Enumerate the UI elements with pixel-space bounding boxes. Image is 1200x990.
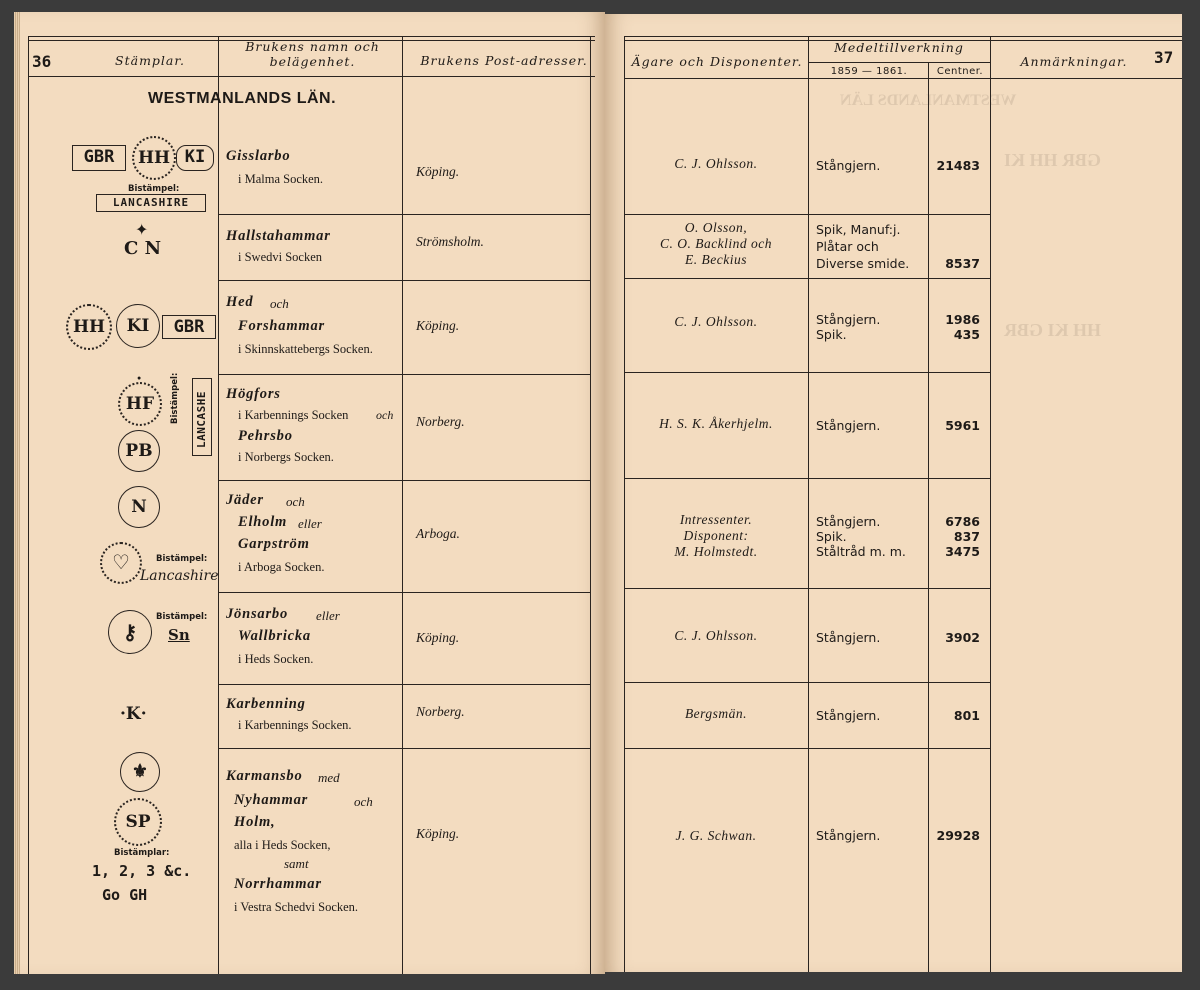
heart-icon: ♡ <box>100 542 142 584</box>
county-heading: WESTMANLANDS LÄN. <box>148 90 337 107</box>
works-name: Wallbricka <box>238 628 311 644</box>
owner: C. J. Ohlsson. <box>674 156 758 171</box>
row-rule <box>218 214 590 215</box>
header-bottom-rule <box>28 76 595 77</box>
product: Stångjern. <box>816 828 881 843</box>
amount: 5961 <box>945 418 980 433</box>
parish-conjunction: och <box>376 408 394 422</box>
header-centner: Centner. <box>936 66 984 77</box>
header-production: Medeltillverkning <box>834 40 964 55</box>
parish-conjunction: samt <box>284 856 309 871</box>
post-address: Arboga. <box>416 526 460 541</box>
column-rule <box>402 36 403 974</box>
parish: i Swedvi Socken <box>238 250 323 264</box>
post-address: Köping. <box>416 826 460 841</box>
row-rule <box>218 592 590 593</box>
column-rule <box>590 36 591 974</box>
row-rule <box>218 480 590 481</box>
column-rule <box>808 36 809 972</box>
amount: 21483 <box>936 158 980 173</box>
page-number: 36 <box>32 52 52 71</box>
right-page <box>604 14 1182 972</box>
post-address: Norberg. <box>416 704 465 719</box>
post-address: Norberg. <box>416 414 465 429</box>
header-remarks: Anmärkningar. <box>1020 54 1128 69</box>
bistampel-sn: Sn <box>168 626 190 644</box>
bistampel-label: Bistämpel: <box>156 612 208 622</box>
owner: C. J. Ohlsson. <box>674 314 758 329</box>
stamp-n: N <box>118 486 160 528</box>
show-through: HH KI GBR <box>1004 320 1102 340</box>
row-rule <box>624 214 990 215</box>
amount: 3902 <box>945 630 980 645</box>
header-owners: Ägare och Disponenter. <box>631 54 803 69</box>
parish: i Heds Socken. <box>238 652 314 666</box>
header-years: 1859 — 1861. <box>830 66 908 77</box>
row-rule <box>218 748 590 749</box>
works-name: Pehrsbo <box>238 428 293 444</box>
amount: 837 <box>953 529 980 544</box>
works-conjunction: eller <box>316 608 340 623</box>
owner: Disponent: <box>683 528 749 543</box>
bistampel-label: Bistämpel: <box>128 184 180 194</box>
stamp-hf: HF <box>118 382 162 426</box>
owner: H. S. K. Åkerhjelm. <box>659 416 773 431</box>
works-name: Elholm <box>238 514 288 530</box>
row-rule <box>624 278 990 279</box>
bistamplar-numbers: 1, 2, 3 &c. <box>92 862 192 880</box>
header-works-name: Brukens namn och belägenhet. <box>245 39 380 69</box>
left-page <box>20 12 605 974</box>
product: Stångjern. <box>816 630 881 645</box>
post-address: Köping. <box>416 630 460 645</box>
row-rule <box>218 280 590 281</box>
eagle-icon: ⚜ <box>120 752 160 792</box>
product: Ståltråd m. m. <box>816 544 906 559</box>
column-rule <box>28 36 29 974</box>
bistamplar-label: Bistämplar: <box>114 848 170 858</box>
works-name: Hallstahammar <box>226 228 331 244</box>
product: Spik. <box>816 327 847 342</box>
owner: M. Holmstedt. <box>674 544 758 559</box>
bistampel-label: Bistämpel: <box>156 554 208 564</box>
owner: C. J. Ohlsson. <box>674 628 758 643</box>
stamp-pb: PB <box>118 430 160 472</box>
row-rule <box>624 682 990 683</box>
works-name: Jönsarbo <box>226 606 288 622</box>
owner: J. G. Schwan. <box>675 828 757 843</box>
parish: i Vestra Schedvi Socken. <box>234 900 359 914</box>
works-conjunction: och <box>270 296 289 311</box>
product: Stångjern. <box>816 418 881 433</box>
parish: i Arboga Socken. <box>238 560 325 574</box>
parish: i Karbennings Socken <box>238 408 349 422</box>
header-stamps: Stämplar. <box>115 53 185 68</box>
works-name: Jäder <box>226 492 264 508</box>
bistamplar-letters: Go GH <box>102 886 148 904</box>
row-rule <box>624 372 990 373</box>
header-bottom-rule <box>624 78 1182 79</box>
bistampel-lancashe: LANCASHE <box>195 391 208 448</box>
works-name: Högfors <box>226 386 281 402</box>
works-name: Holm, <box>234 814 276 830</box>
stamp-ki: KI <box>116 304 160 348</box>
parish: i Malma Socken. <box>238 172 324 186</box>
stamp-k: ·K· <box>120 704 147 724</box>
crown-dot-icon: ● <box>137 374 142 382</box>
bistampel-label: Bistämpel: <box>170 372 180 424</box>
owner: C. O. Backlind och <box>659 236 773 251</box>
product: Stångjern. <box>816 514 881 529</box>
owner: Bergsmän. <box>684 706 748 721</box>
post-address: Köping. <box>416 164 460 179</box>
amount: 3475 <box>945 544 980 559</box>
owner: E. Beckius <box>685 252 747 267</box>
stamp-sp: SP <box>114 798 162 846</box>
column-rule <box>624 36 625 972</box>
works-name: Norrhammar <box>234 876 322 892</box>
works-name: Garpström <box>238 536 310 552</box>
amount: 435 <box>953 327 980 342</box>
works-conjunction: och <box>354 794 373 809</box>
post-address: Strömsholm. <box>416 234 484 249</box>
product: Plåtar och <box>816 239 879 254</box>
product: Spik. <box>816 529 847 544</box>
stamp-cn: C N <box>124 238 162 259</box>
column-rule <box>990 36 991 972</box>
parish: i Karbennings Socken. <box>238 718 352 732</box>
bistampel-lancashire: Lancashire <box>140 568 219 584</box>
show-through: WESTMANLANDS LÄN <box>840 92 1017 109</box>
works-name: Gisslarbo <box>226 148 291 164</box>
row-rule <box>624 748 990 749</box>
row-rule <box>624 478 990 479</box>
product: Stångjern. <box>816 312 881 327</box>
works-name: Karmansbo <box>226 768 303 784</box>
owner: O. Olsson, <box>684 220 748 235</box>
owner: Intressenter. <box>679 512 753 527</box>
amount: 8537 <box>945 256 980 271</box>
show-through: GBR HH KI <box>1004 150 1102 170</box>
works-conjunction: eller <box>298 516 322 531</box>
parish: i Norbergs Socken. <box>238 450 334 464</box>
row-rule <box>624 588 990 589</box>
amount: 29928 <box>936 828 980 843</box>
works-conjunction: och <box>286 494 305 509</box>
works-name: Nyhammar <box>234 792 309 808</box>
stamp-hh: HH <box>66 304 112 350</box>
works-conjunction: med <box>318 770 340 785</box>
post-address: Köping. <box>416 318 460 333</box>
column-rule <box>218 36 219 974</box>
product: Stångjern. <box>816 708 881 723</box>
column-rule <box>928 62 929 972</box>
works-name: Forshammar <box>238 318 325 334</box>
parish: alla i Heds Socken, <box>234 838 331 852</box>
amount: 6786 <box>945 514 980 529</box>
stamp-gbr: GBR <box>72 145 126 171</box>
stamp-ki: KI <box>176 145 214 171</box>
amount: 801 <box>953 708 980 723</box>
works-name: Karbenning <box>226 696 306 712</box>
stamp-gbr: GBR <box>162 315 216 339</box>
works-name: Hed <box>226 294 254 310</box>
product: Spik, Manuf:j. <box>816 222 901 237</box>
product: Stångjern. <box>816 158 881 173</box>
row-rule <box>218 684 590 685</box>
star-icon: ✦ <box>135 222 149 239</box>
stamp-hh: HH <box>132 136 176 180</box>
header-sub-rule <box>808 62 990 63</box>
header-post-address: Brukens Post-adresser. <box>420 53 588 68</box>
page-number: 37 <box>1154 48 1174 67</box>
key-icon: ⚷ <box>108 610 152 654</box>
product: Diverse smide. <box>816 256 910 271</box>
parish: i Skinnskattebergs Socken. <box>238 342 373 356</box>
amount: 1986 <box>945 312 980 327</box>
bistampel-lancashire: LANCASHIRE <box>96 194 206 212</box>
row-rule <box>218 374 590 375</box>
